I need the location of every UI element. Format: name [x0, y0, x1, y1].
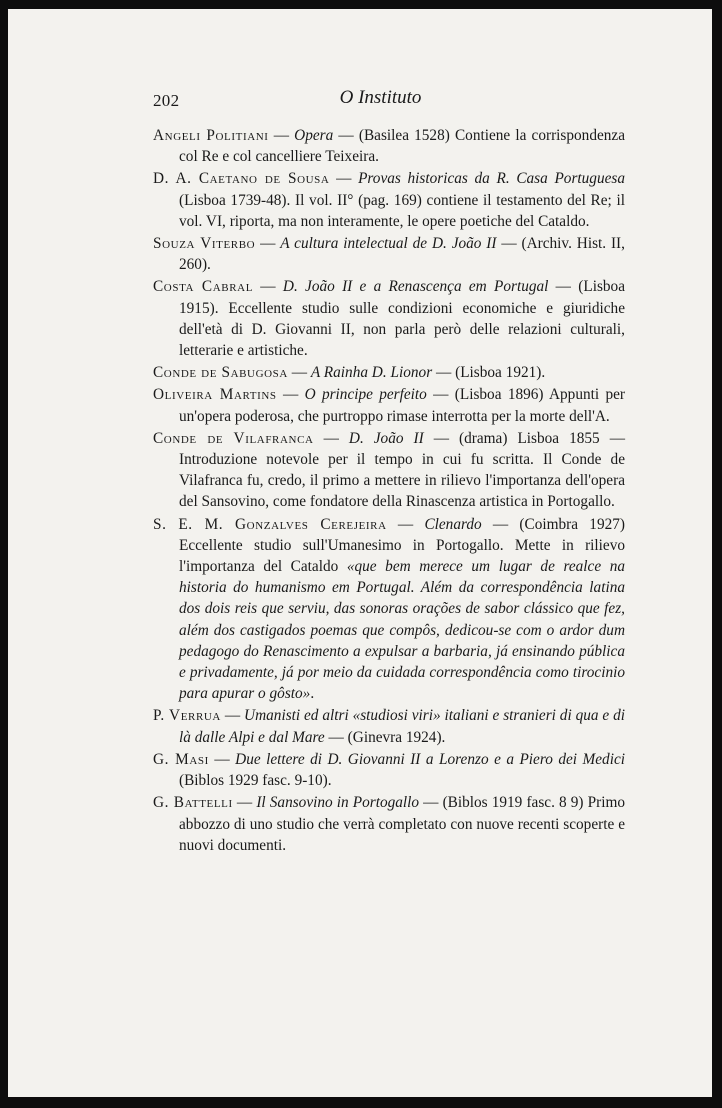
- entry-details: — (Lisboa 1896) Appunti per un'opera poderosa, che purtroppo rimase interrotta per la morte dell'A.: [179, 386, 625, 425]
- entry-author: P. Verrua: [153, 707, 221, 725]
- entry-quotation: «que bem merece um lugar de realce na historia do humanismo em Portugal. Além da correspondência latina dos dois reis que serviu, das sonoras orações de sabor clássico que fez, além dos castigados poemas que compôs, dedicou-se com o ardor dum pedagogo do Renascimento a expulsar a barbaria, já ensinando pública e privadamente, já por meio da cuidada correspondência como tirocinio para apurar o gôsto»: [179, 558, 625, 703]
- bibliography-entry: [153, 168, 625, 232]
- entry-details: — (Basilea 1528) Contiene la corrispondenza col Re e col cancelliere Teixeira.: [179, 127, 625, 166]
- bibliography-list: [153, 125, 625, 857]
- page-number: 202: [153, 91, 180, 110]
- entry-title: Umanisti ed altri «studiosi viri» italiani e stranieri di qua e di là dalle Alpi e dal Mare: [179, 707, 625, 746]
- bibliography-entry: [153, 792, 625, 856]
- bibliography-entry: [153, 362, 625, 383]
- bibliography-entry: [153, 514, 625, 705]
- bibliography-entry: [153, 125, 625, 167]
- bibliography-entry: [153, 233, 625, 275]
- entry-author: S. E. M. Gonzalves Cerejeira: [153, 515, 387, 533]
- entry-separator: —: [313, 429, 349, 447]
- entry-title: Opera: [294, 127, 334, 144]
- entry-details: — (Lisboa 1921).: [432, 364, 546, 382]
- entry-details: — (Coimbra 1927) Eccellente studio sull'Umanesimo in Portogallo. Mette in rilievo l'importanza del Cataldo: [179, 515, 625, 576]
- entry-author: Oliveira Martins: [153, 386, 277, 404]
- entry-author: Conde de Vilafranca: [153, 429, 314, 447]
- entry-details: (Biblos 1929 fasc. 9-10).: [179, 772, 332, 790]
- entry-separator: —: [220, 707, 245, 725]
- entry-separator: —: [232, 794, 257, 812]
- entry-title: D. João II e a Renascença em Portugal: [282, 278, 549, 296]
- entry-separator: —: [329, 170, 359, 188]
- bibliography-entry: [153, 705, 625, 747]
- entry-separator: —: [287, 364, 311, 382]
- entry-separator: —: [276, 386, 305, 404]
- entry-title: Il Sansovino in Portogallo: [256, 794, 420, 812]
- bibliography-entry: [153, 749, 625, 791]
- entry-title: Clenardo: [424, 515, 482, 533]
- entry-details: — (Archiv. Hist. II, 260).: [179, 235, 625, 274]
- entry-title: D. João II: [348, 429, 424, 447]
- entry-author: Conde de Sabugosa: [153, 364, 288, 382]
- running-title: O Instituto: [339, 87, 422, 108]
- entry-author: Angeli Politiani: [153, 127, 269, 144]
- entry-separator: —: [386, 515, 425, 533]
- entry-title: Provas historicas da R. Casa Portuguesa: [358, 170, 625, 188]
- entry-separator: —: [253, 278, 283, 296]
- entry-title: A cultura intelectual de D. João II: [280, 235, 497, 253]
- entry-details: — (Lisboa 1915). Eccellente studio sulle condizioni economiche e giuridiche dell'età di D. Giovanni II, non parla però delle relazioni culturali, letterarie e artistiche.: [179, 278, 625, 360]
- entry-title: A Rainha D. Lionor: [310, 364, 433, 382]
- entry-tail: .: [310, 685, 315, 703]
- page-header: [153, 85, 608, 113]
- entry-separator: —: [255, 235, 281, 253]
- entry-separator: —: [208, 750, 236, 768]
- entry-details: — (drama) Lisboa 1855 — Introduzione notevole per il tempo in cui fu scritta. Il Conde de Vilafranca fu, credo, il primo a mettere in rilievo l'importanza dell'opera del Sansovino, come fondatore della Rinascenza artistica in Portogallo.: [179, 429, 625, 511]
- entry-details: — (Ginevra 1924).: [324, 728, 446, 746]
- entry-title: O principe perfeito: [304, 386, 427, 404]
- entry-author: Souza Viterbo: [153, 235, 256, 253]
- bibliography-entry: [153, 384, 625, 426]
- entry-author: Costa Cabral: [153, 278, 254, 296]
- entry-details: (Lisboa 1739-48). Il vol. II° (pag. 169) contiene il testamento del Re; il vol. VI, riporta, ma non interamente, le opere poetiche del Cataldo.: [179, 191, 625, 230]
- entry-author: G. Masi: [153, 750, 209, 768]
- bibliography-entry: [153, 276, 625, 361]
- entry-title: Due lettere di D. Giovanni II a Lorenzo e a Piero dei Medici: [235, 750, 625, 768]
- book-page: [8, 9, 712, 1097]
- entry-author: G. Battelli: [153, 794, 233, 812]
- entry-details: — (Biblos 1919 fasc. 8 9) Primo abbozzo di uno studio che verrà completato con nuove recenti scoperte e nuovi documenti.: [179, 794, 626, 854]
- entry-author: D. A. Caetano de Sousa: [153, 170, 330, 188]
- bibliography-entry: [153, 428, 625, 513]
- entry-separator: —: [268, 127, 295, 144]
